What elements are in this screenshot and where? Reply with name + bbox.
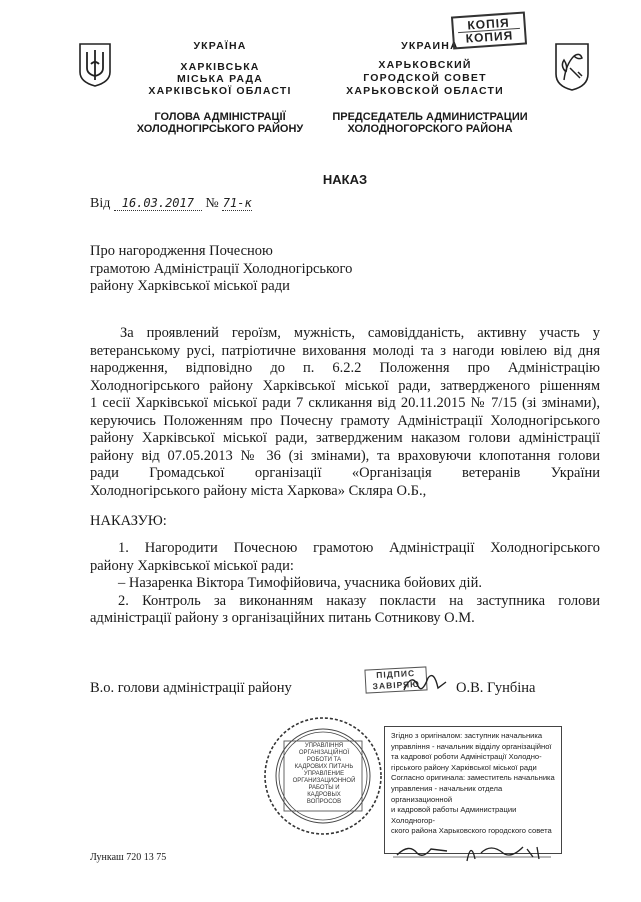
order-item-line: – Назаренка Віктора Тимофійовича, учасника бойових дій.: [118, 575, 482, 591]
certification-line: та кадрової роботи Адміністрації Холодно-: [391, 752, 542, 762]
copy-stamp-line-1: КОПІЯ: [457, 16, 520, 33]
signatory-name: О.В. Гунбіна: [456, 680, 536, 696]
preamble-line: ветеранському русі, патріотичне виховання молоді та з нагоди ювілею від дня: [90, 342, 600, 359]
header-right-council-2: ГОРОДСКОЙ СОВЕТ: [363, 72, 487, 84]
header-right-country: УКРАИНА: [401, 40, 459, 52]
header-right-council-1: ХАРЬКОВСКИЙ: [378, 59, 472, 71]
handwritten-signature: [400, 668, 450, 698]
seal-text-line: ОРГАНИЗАЦИОННОЙ: [292, 778, 356, 784]
certification-line: ского района Харьковского городского совета: [391, 826, 552, 836]
subject-line: району Харківської міської ради: [90, 278, 290, 294]
subject-line: Про нагородження Почесною: [90, 243, 273, 259]
certification-text: [391, 731, 555, 837]
seal-text-line: УПРАВЛЕНИЕ: [303, 771, 345, 777]
header-left-title-2: ХОЛОДНОГІРСЬКОГО РАЙОНУ: [136, 123, 304, 135]
preamble: [90, 325, 600, 500]
preamble-line: Холодногірського району Харківської міської ради, затвердженого рішенням: [90, 377, 600, 394]
signature-stamp-line: ЗАВІРЯЮ: [372, 678, 421, 692]
order-word: НАКАЗУЮ:: [90, 513, 167, 529]
preamble-line: ради Громадської організації «Організація ветеранів України: [90, 465, 600, 481]
order-item-line: адміністрації району з організаційних питань Сотникову О.М.: [90, 610, 475, 626]
preamble-line: району від 07.05.2013 № 36 (зі змінами), та враховуючи клопотання голови: [90, 447, 600, 464]
footer-contact: Лункаш 720 13 75: [90, 852, 167, 863]
number-label: №: [205, 196, 219, 211]
seal-text-line: КАДРОВЫХ: [307, 792, 341, 798]
header-left-council-2: МІСЬКА РАДА: [176, 73, 264, 85]
certification-line: управління - начальник відділу організаційної: [391, 741, 552, 751]
header-right-title-2: ХОЛОДНОГОРСКОГО РАЙОНА: [347, 123, 513, 135]
signatory-position: В.о. голови адміністрації району: [90, 680, 292, 696]
copy-stamp-line-2: КОПИЯ: [465, 28, 514, 46]
seal-text-line: ОРГАНІЗАЦІЙНОЇ: [298, 750, 350, 756]
seal-text-line: ВОПРОСОВ: [306, 799, 342, 805]
header-left-title-1: ГОЛОВА АДМІНІСТРАЦІЇ: [154, 111, 286, 123]
subject-line: грамотою Адміністрації Холодногірського: [90, 260, 353, 277]
order-item-line: 2. Контроль за виконанням наказу покласти на заступника голови: [118, 592, 600, 609]
certification-stamp: [384, 726, 562, 854]
preamble-line: 1 сесії Харківської міської ради 7 скликання від 20.11.2015 № 7/15 (зі змінами),: [90, 395, 600, 411]
seal-text-line: РАБОТЫ И: [308, 785, 340, 791]
header-left-council-3: ХАРКІВСЬКОЇ ОБЛАСТІ: [148, 85, 292, 97]
certification-line: Согласно оригинала: заместитель начальника: [391, 773, 555, 783]
order-item-line: 1. Нагородити Почесною грамотою Адміністрації Холодногірського: [118, 540, 600, 556]
seal-text-line: УПРАВЛІННЯ: [304, 743, 344, 749]
header-right-title-1: ПРЕДСЕДАТЕЛЬ АДМИНИСТРАЦИИ: [332, 111, 528, 123]
header-right-council-3: ХАРЬКОВСКОЙ ОБЛАСТИ: [346, 85, 504, 97]
seal-text-line: КАДРОВИХ ПИТАНЬ: [294, 764, 354, 770]
certification-line: и кадровой работы Администрации Холодногор-: [391, 805, 517, 825]
seal-text-line: РОБОТИ ТА: [306, 757, 342, 763]
preamble-line: За проявлений героїзм, мужність, самовідданість, активну участь у: [120, 325, 600, 341]
certification-line: гірського району Харківської міської ради: [391, 762, 537, 772]
ukraine-trident-emblem: [78, 42, 112, 88]
document-type: НАКАЗ: [322, 172, 368, 187]
preamble-line: району Харківської міської ради, затвердженим наказом голови адміністрації: [90, 430, 600, 446]
order-number: 71-к: [222, 196, 252, 210]
seal-inner-text: [286, 743, 362, 806]
preamble-line: керуючись Положенням про Почесну грамоту Адміністрації Холодногірського: [90, 412, 600, 429]
certification-line: Згідно з оригіналом: заступник начальника: [391, 731, 543, 740]
kharkiv-city-emblem: [554, 42, 590, 92]
date-line: [90, 196, 252, 212]
subject: [90, 243, 390, 296]
certification-line: управления - начальник отдела организационной: [391, 783, 503, 804]
date-prefix: Від: [90, 196, 111, 211]
header-left-country: УКРАЇНА: [193, 40, 247, 52]
signature-stamp-line: ПІДПИС: [375, 667, 416, 681]
certification-signature: [391, 839, 555, 867]
preamble-line: народження, відповідно до п. 6.2.2 Положення про Адміністрацію: [90, 360, 600, 376]
order-items: [90, 540, 600, 628]
copy-stamp: [451, 11, 527, 49]
order-date: 16.03.2017: [114, 196, 202, 211]
order-item-line: району Харківської міської ради:: [90, 557, 294, 574]
header-left-council-1: ХАРКІВСЬКА: [180, 61, 260, 73]
preamble-line: Холодногірського району міста Харкова» Скляра О.Б.,: [90, 482, 427, 499]
